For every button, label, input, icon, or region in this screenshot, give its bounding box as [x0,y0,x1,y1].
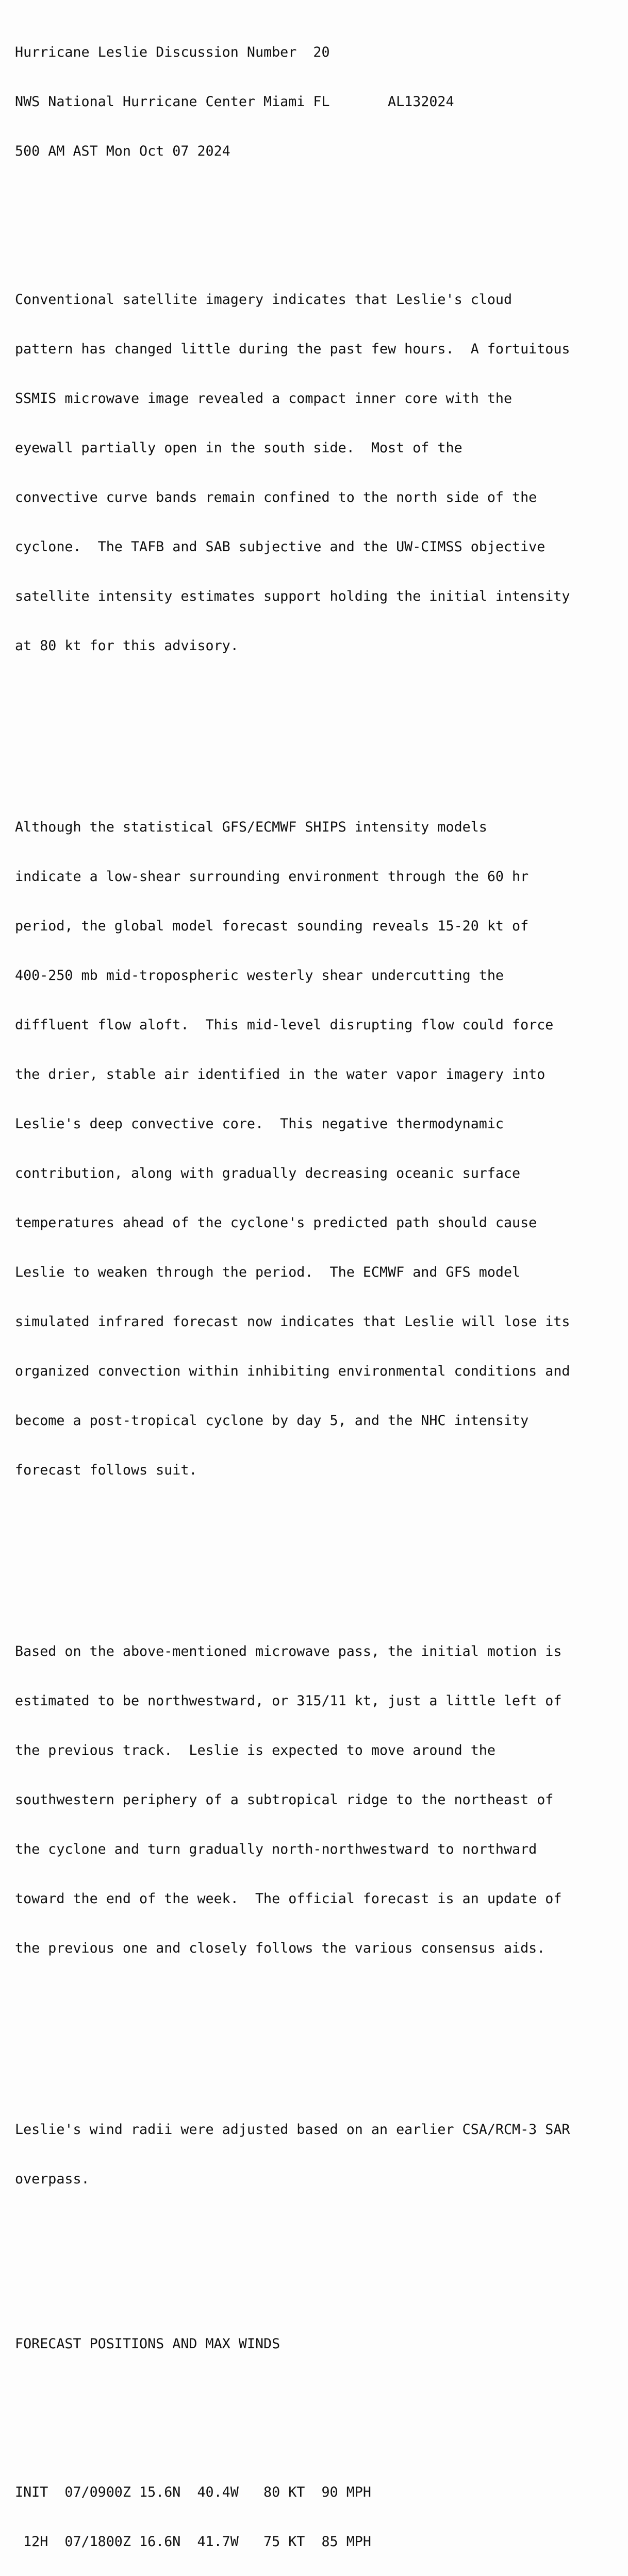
spacer [15,1545,618,1561]
text-line: Based on the above-mentioned microwave pass, the initial motion is [15,1643,562,1659]
issue-time: 500 AM AST Mon Oct 07 2024 [15,143,230,159]
text-line: period, the global model forecast sounding reveals 15-20 kt of [15,918,529,934]
paragraph-motion [15,1611,618,1990]
text-line: Although the statistical GFS/ECMWF SHIPS intensity models [15,819,487,835]
text-line: convective curve bands remain confined to the north side of the [15,489,537,505]
text-line: contribution, along with gradually decreasing oceanic surface [15,1165,521,1181]
spacer [15,2253,618,2286]
text-line: the previous track. Leslie is expected to move around the [15,1742,495,1758]
text-line: at 80 kt for this advisory. [15,638,239,654]
text-line: become a post-tropical cyclone by day 5, and the NHC intensity [15,1413,529,1429]
paragraph-satellite [15,259,618,687]
text-line: Conventional satellite imagery indicates that Leslie's cloud [15,292,513,308]
text-line: Leslie to weaken through the period. The ECMWF and GFS model [15,1264,521,1280]
discussion-document [15,11,618,2576]
text-line: cyclone. The TAFB and SAB subjective and the UW-CIMSS objective [15,539,546,555]
text-line: temperatures ahead of the cyclone's predicted path should cause [15,1215,537,1231]
paragraph-wind-radii [15,2089,618,2221]
text-line: 400-250 mb mid-tropospheric westerly shear undercutting the [15,968,504,984]
forecast-row: 12H 07/1800Z 16.6N 41.7W 75 KT 85 MPH [15,2534,371,2550]
text-line: the cyclone and turn gradually north-northwestward to northward [15,1841,537,1857]
text-line: indicate a low-shear surrounding environment through the 60 hr [15,869,529,885]
text-line: estimated to be northwestward, or 315/11 kt, just a little left of [15,1693,562,1709]
text-line: organized convection within inhibiting environmental conditions and [15,1363,570,1379]
text-line: simulated infrared forecast now indicates that Leslie will lose its [15,1314,570,1330]
spacer [15,720,618,737]
forecast-row: INIT 07/0900Z 15.6N 40.4W 80 KT 90 MPH [15,2484,371,2500]
forecast-heading: FORECAST POSITIONS AND MAX WINDS [15,2336,280,2352]
spacer [15,2023,618,2039]
spacer [15,2385,618,2402]
discussion-title: Hurricane Leslie Discussion Number 20 [15,44,330,60]
text-line: the drier, stable air identified in the water vapor imagery into [15,1066,546,1082]
text-line: SSMIS microwave image revealed a compact inner core with the [15,391,513,406]
text-line: toward the end of the week. The official forecast is an update of [15,1891,562,1907]
text-line: Leslie's wind radii were adjusted based on an earlier CSA/RCM-3 SAR [15,2122,570,2138]
text-line: diffluent flow aloft. This mid-level disrupting flow could force [15,1017,554,1033]
text-line: overpass. [15,2171,90,2187]
text-line: pattern has changed little during the past few hours. A fortuitous [15,341,570,357]
text-line: forecast follows suit. [15,1462,197,1478]
text-line: the previous one and closely follows the various consensus aids. [15,1940,546,1956]
spacer [15,193,618,209]
text-line: Leslie's deep convective core. This negative thermodynamic [15,1116,504,1132]
text-line: southwestern periphery of a subtropical ridge to the northeast of [15,1792,554,1808]
office-line: NWS National Hurricane Center Miami FL AL132024 [15,94,454,110]
forecast-table [15,2451,618,2576]
text-line: satellite intensity estimates support holding the initial intensity [15,588,570,604]
paragraph-intensity [15,786,618,1512]
text-line: eyewall partially open in the south side. Most of the [15,440,462,456]
